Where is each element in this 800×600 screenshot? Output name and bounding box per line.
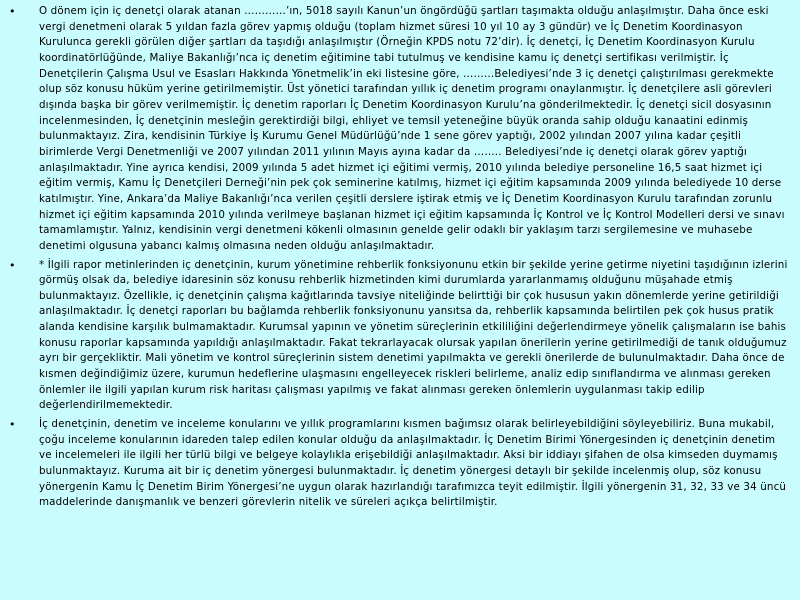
- paragraph-guidance-function: * İlgili rapor metinlerinden iç denetçinin, kurum yönetimine rehberlik fonksiyonunu etkin bir şekilde yerine getirme niyetini taşıdığının izlerini görmüş olsak da, belediye idaresinin söz konusu rehberlik hizmetinden kimi durumlarda yararlanmamış olduğunu müşahade etmiş bulunmaktayız. Özellikle, iç denetçinin çalışma kağıtlarında tavsiye niteliğinde belirttiği bir çok hususun yakın dönemlerde yerine getirildiği anlaşılmaktadır. İç denetçi raporları bu bağlamda rehberlik fonksiyonunu yansıtsa da, rehberlik kapsamında belirtilen pek çok husus pratik alanda kendisine karşılık bulmamaktadır. Kurumsal yapının ve yönetim süreçlerinin etkililiğini değerlendirmeye yönelik çalışmaların ise bahis konusu raporlar kapsamında yapıldığı anlaşılmaktadır. Fakat tekrarlayacak olursak yapılan önerilerin yerine getirilmediği de tanık olduğumuz ayrı bir gerçekliktir. Mali yönetim ve kontrol süreçlerinin sistem denetimi yapılmakta ve gerekli önerilerde de bulunulmaktadır. Daha önce de kısmen değindiğimiz üzere, kurumun hedeflerine ulaşmasını engelleyecek riskleri belirleme, analiz edip sınıflandırma ve alınması gereken önlemler ile ilgili yapılan kurum risk haritası çalışması yapılmış ve fakat alınması gereken önlemlerin uygulanması takip edilip değerlendirilmemektedir.: [39, 258, 788, 412]
- bullet-marker: •: [9, 258, 16, 272]
- paragraph-auditor-qualifications: O dönem için iç denetçi olarak atanan …………’ın, 5018 sayılı Kanun’un öngördüğü şartları taşımakta olduğu anlaşılmıştır. Daha önce eski vergi denetmeni olarak 5 yıldan fazla görev yapmış olduğu (toplam hizmet süresi 10 yıl 10 ay 3 gündür) ve İç Denetim Koordinasyon Kurulunca gerekli görülen diğer şartları da taşıdığı anlaşılmıştır (Örneğin KPDS notu 72’dir). İç denetçi, İç Denetim Koordinasyon Kurulu koordinatörlüğünde, Maliye Bakanlığı’nca iç denetim eğitimine tabi tutulmuş ve kendisine kamu iç denetçi sertifikası verilmiştir. İç Denetçilerin Çalışma Usul ve Esasları Hakkında Yönetmelik’in eki listesine göre, ………Belediyesi’nde 3 iç denetçi çalıştırılması gerekmekte olup söz konusu hüküm yerine getirilmemiştir. Üst yönetici tarafından yıllık iç denetim programı onaylanmıştır. İç denetçilere asli görevleri dışında başka bir görev verilmemiştir. İç denetim raporları İç Denetim Koordinasyon Kurulu’na gönderilmektedir. İç denetçi sicil dosyasının incelenmesinden, İç denetçinin mesleğin gerektirdiği bilgi, ehliyet ve temsil yeteneğine büyük oranda sahip olduğu kanaatini edinmiş bulunmaktayız. Zira, kendisinin Türkiye İş Kurumu Genel Müdürlüğü’nde 1 sene görev yaptığı, 2002 yılından 2007 yılına kadar çeşitli birimlerde Vergi Denetmenliği ve 2007 yılından 2011 yılının Mayıs ayına kadar da …….. Belediyesi’nde iç denetçi olarak görev yaptığı anlaşılmaktadır. Yine ayrıca kendisi, 2009 yılında 5 adet hizmet içi eğitimi vermiş, 2010 yılında belediye personeline 16,5 saat hizmet içi eğitim vermiş, Kamu İç Denetçileri Derneği’nin pek çok seminerine katılmış, hizmet içi eğitim kapsamında 2009 yılında belediyede 10 derse katılmıştır. Yine, Ankara’da Maliye Bakanlığı’nca verilen çeşitli derslere iştirak etmiş ve İç Denetim Koordinasyon Kurulu tarafından zorunlu hizmet içi eğitim kapsamında 2010 yılında verilmeye başlanan hizmet içi eğitim kapsamında İç Kontrol ve İç Kontrol Modelleri dersi ve sınavı tamamlamıştır. Yalnız, kendisinin vergi denetmeni kökenli olmasının genelde gelir odaklı bir yaklaşım tarzı sergilemesine ve muhasebe denetimi olgusuna yabancı kalmış olmasına neden olduğu anlaşılmaktadır.: [39, 5, 785, 252]
- bullet-list: [8, 4, 788, 511]
- bullet-marker: •: [9, 5, 16, 18]
- paragraph-audit-independence: İç denetçinin, denetim ve inceleme konularını ve yıllık programlarını kısmen bağımsız olarak belirleyebildiğini söyleyebiliriz. Buna mukabil, çoğu inceleme konularının idareden talep edilen konular olduğu da anlaşılmaktadır. İç Denetim Birimi Yönergesinden iç denetçinin denetim ve incelemeleri ile ilgili her türlü bilgi ve belgeye kolaylıkla erişebildiği anlaşılmaktadır. Aksi bir iddiayı şifahen de olsa kimseden duymamış bulunmaktayız. Kuruma ait bir iç denetim yönergesi bulunmaktadır. İç denetim yönergesi detaylı bir şekilde incelenmiş olup, söz konusu yönergenin Kamu İç Denetim Birim Yönergesi’ne uygun olarak hazırlandığı tarafımızca teyit edilmiştir. İlgili yönergenin 31, 32, 33 ve 34 üncü maddelerinde danışmanlık ve benzeri görevlerin nitelik ve süreleri açıkça belirtilmiştir.: [39, 418, 787, 509]
- list-item-auditor-qualifications: [8, 4, 788, 255]
- bullet-marker: •: [9, 418, 16, 432]
- list-item-guidance-function: [8, 258, 788, 415]
- list-item-audit-independence: [8, 417, 788, 511]
